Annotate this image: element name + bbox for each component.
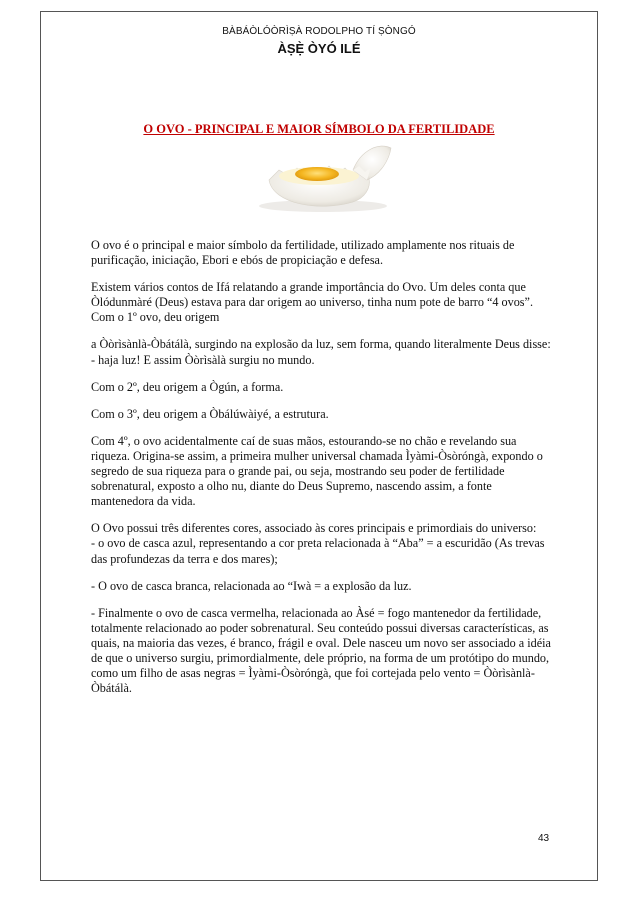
paragraph-ifa-tale: Existem vários contos de Ifá relatando a grande importância do Ovo. Um deles conta que Òlódunmàré (Deus) estava para dar origem ao universo, tinha num pote de barro “4 ovos”. Com o 1º ovo, deu origem (91, 280, 533, 325)
paragraph-red-egg: - Finalmente o ovo de casca vermelha, relacionada ao Àsé = fogo mantenedor da fertilidade, totalmente relacionado ao poder sobrenatural. Seu conteúdo possui diversas características, as quais, na maioria das vezes, é branco, frágil e oval. Dele nasceu um novo ser associado a idéia de que o universo surgiu, primordialmente, dele próprio, na forma de um protótipo do mundo, como um filho de asas negras = Ìyàmi-Òsòróngà, que foi cortejada pelo vento = Òòrìsànlà-Òbátálà. (91, 605, 551, 696)
page-number: 43 (538, 833, 550, 844)
paragraph-three-colors: O Ovo possui três diferentes cores, associado às cores principais e primordiais do universo: (91, 521, 537, 536)
paragraph-second-egg: Com o 2º, deu origem a Ògún, a forma. (91, 379, 284, 394)
broken-egg-image (249, 140, 395, 214)
header-author: BÀBÁÒLÓÒRÌṢÀ RODOLPHO TÍ ṢÒNGÓ (222, 26, 416, 37)
body-text (91, 238, 551, 708)
paragraph-intro: O ovo é o principal e maior símbolo da fertilidade, utilizado amplamente nos rituais de purificação, iniciação, Ebori e ebós de propiciação e defesa. (91, 238, 515, 268)
paragraph-fourth-egg: Com 4º, o ovo acidentalmente caí de suas mãos, estourando-se no chão e revelando sua riqueza. Origina-se assim, a primeira mulher universal chamada Ìyàmi-Òsòróngà, expondo o segredo de sua riqueza para o grande pai, ou seja, mostrando seu poder de fertilidade sobrenatural, exposto a olho nu, diante do Deus Supremo, nascendo assim, a fonte mantenedora da vida. (91, 433, 543, 509)
paragraph-third-egg: Com o 3º, deu origem a Òbálúwàiyé, a estrutura. (91, 406, 329, 421)
header-house-name: ÀṢẸ̀ ÒYÓ ILÉ (277, 41, 361, 56)
paragraph-white-egg: - O ovo de casca branca, relacionada ao “Iwà = a explosão da luz. (91, 578, 412, 593)
paragraph-blue-egg: - o ovo de casca azul, representando a cor preta relacionada à “Aba” = a escuridão (As trevas das profundezas da terra e dos mares); (91, 536, 545, 566)
paragraph-first-egg: a Òòrìsànlà-Òbátálà, surgindo na explosão da luz, sem forma, quando literalmente Deus disse: - haja luz! E assim Òòrìsàlà surgiu no mundo. (91, 337, 551, 367)
page-title: O OVO - PRINCIPAL E MAIOR SÍMBOLO DA FERTILIDADE (143, 122, 495, 136)
